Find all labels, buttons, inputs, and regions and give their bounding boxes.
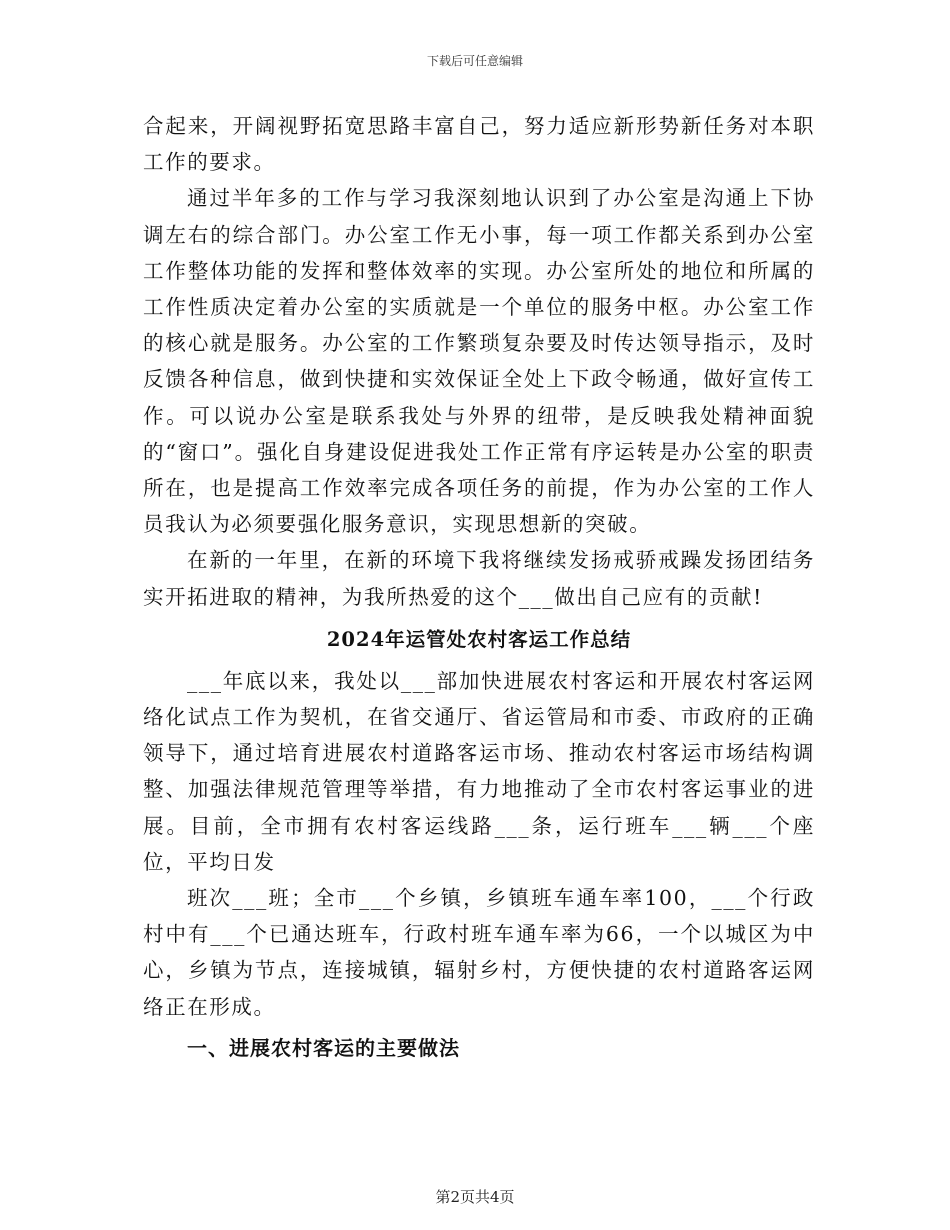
page-number: 第2页共4页 [435,1188,515,1206]
paragraph-statistics: 班次___班；全市___个乡镇，乡镇班车通车率100，___个行政村中有___个已通达班车，行政村班车通车率为66，一个以城区为中心，乡镇为节点，连接城镇，辐射乡村，方便快捷的农村道路客运网络正在形成。 [143,886,815,1019]
document-body [143,108,815,1065]
paragraph-new-year: 在新的一年里，在新的环境下我将继续发扬戒骄戒躁发扬团结务实开拓进取的精神，为我所热爱的这个___做出自己应有的贡献! [143,548,815,609]
paragraph-continuation: 合起来，开阔视野拓宽思路丰富自己，努力适应新形势新任务对本职工作的要求。 [143,114,815,175]
paragraph-overview: ___年底以来，我处以___部加快进展农村客运和开展农村客运网络化试点工作为契机，在省交通厅、省运管局和市委、市政府的正确领导下，通过培育进展农村道路客运市场、推动农村客运市场结构调整、加强法律规范管理等举措，有力地推动了全市农村客运事业的进展。目前，全市拥有农村客运线路___条，运行班车___辆___个座位，平均日发 [143,668,815,874]
download-note: 下载后可任意编辑 [426,54,523,68]
paragraph-office-role: 通过半年多的工作与学习我深刻地认识到了办公室是沟通上下协调左右的综合部门。办公室工作无小事，每一项工作都关系到办公室工作整体功能的发挥和整体效率的实现。办公室所处的地位和所属的工作性质决定着办公室的实质就是一个单位的服务中枢。办公室工作的核心就是服务。办公室的工作繁琐复杂要及时传达领导指示，及时反馈各种信息，做到快捷和实效保证全处上下政令畅通，做好宣传工作。可以说办公室是联系我处与外界的纽带，是反映我处精神面貌的“窗口”。强化自身建设促进我处工作正常有序运转是办公室的职责所在，也是提高工作效率完成各项任务的前提，作为办公室的工作人员我认为必须要强化服务意识，实现思想新的突破。 [143,186,815,537]
document-title: 2024年运管处农村客运工作总结 [326,627,632,651]
section-heading: 一、进展农村客运的主要做法 [187,1035,460,1060]
